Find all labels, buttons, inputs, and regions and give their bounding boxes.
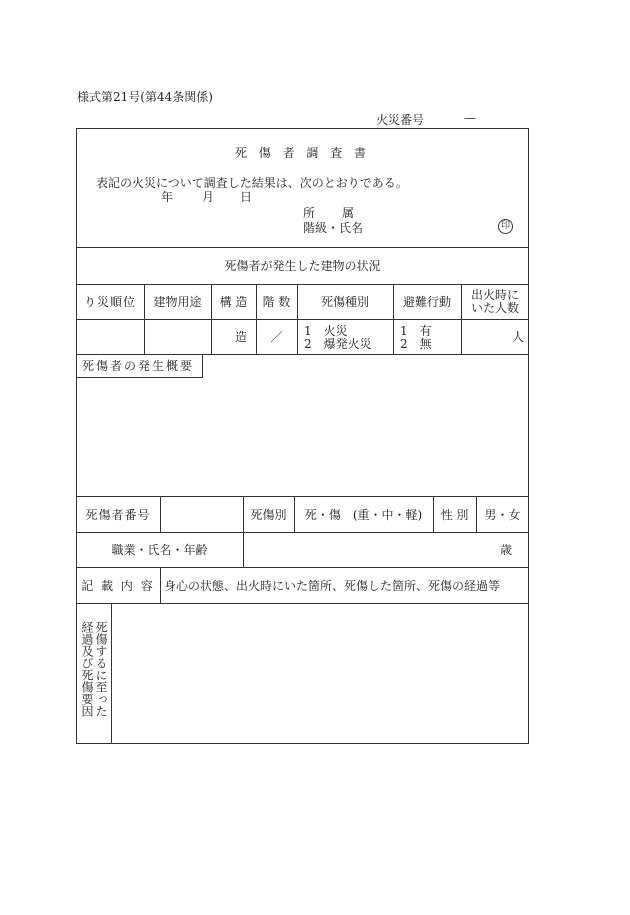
occupation-label: 職業・氏名・年齢 <box>111 543 208 557</box>
divider <box>76 603 529 604</box>
age-unit: 歳 <box>500 543 513 557</box>
fire-number-dash: — <box>464 111 476 125</box>
col-structure: 構 造 <box>219 295 248 309</box>
fire-number-label: 火災番号 <box>376 113 425 127</box>
outline-label: 死傷者の発生概要 <box>82 359 195 373</box>
form-number: 様式第21号(第44条関係) <box>77 90 213 104</box>
form-title: 死 傷 者 調 査 書 <box>234 146 371 160</box>
rank-name-label: 階級・氏名 <box>303 221 364 235</box>
evacuation-option-1: 1 有 <box>400 324 432 338</box>
affiliation-label: 所 属 <box>303 206 356 220</box>
cause-label-col2: 経過及び死傷要因 <box>80 621 94 717</box>
date-day: 日 <box>240 190 253 204</box>
casualty-option-2: 2 爆発火災 <box>304 337 372 351</box>
content-text: 身心の状態、出火時にいた箇所、死傷した箇所、死傷の経過等 <box>164 579 501 593</box>
building-section-title: 死傷者が発生した建物の状況 <box>224 259 381 273</box>
report-statement: 表記の火災について調査した結果は、次のとおりである。 <box>96 176 408 190</box>
people-unit: 人 <box>512 330 525 344</box>
fire-number <box>376 111 476 128</box>
casualty-number-label: 死傷者番号 <box>85 508 151 522</box>
death-injury-label: 死傷別 <box>250 508 287 522</box>
content-label: 記 載 内 容 <box>81 579 155 593</box>
cause-label-col1: 死傷するに至った <box>94 621 108 717</box>
evacuation-option-2: 2 無 <box>400 337 432 351</box>
structure-suffix: 造 <box>235 330 248 344</box>
col-floors: 階 数 <box>262 295 291 309</box>
seal-mark: 印 <box>498 219 513 234</box>
sex-label: 性 別 <box>440 508 469 522</box>
divider <box>76 247 529 248</box>
sex-options: 男・女 <box>484 508 521 522</box>
col-building-use: 建物用途 <box>153 295 202 309</box>
col-people-line1: 出火時に <box>470 288 519 302</box>
col-evacuation: 避難行動 <box>402 295 451 309</box>
col-fire-order: り災順位 <box>83 295 136 309</box>
col-casualty-type: 死傷種別 <box>320 295 369 309</box>
casualty-option-1: 1 火災 <box>304 324 348 338</box>
date-year: 年 <box>161 190 174 204</box>
divider <box>76 496 529 497</box>
date-month: 月 <box>202 190 215 204</box>
divider <box>76 532 529 533</box>
floors-slash: ／ <box>270 330 283 344</box>
divider <box>76 567 529 568</box>
death-injury-options: 死・傷 (重・中・軽) <box>304 508 423 522</box>
col-people-line2: いた人数 <box>470 301 519 315</box>
